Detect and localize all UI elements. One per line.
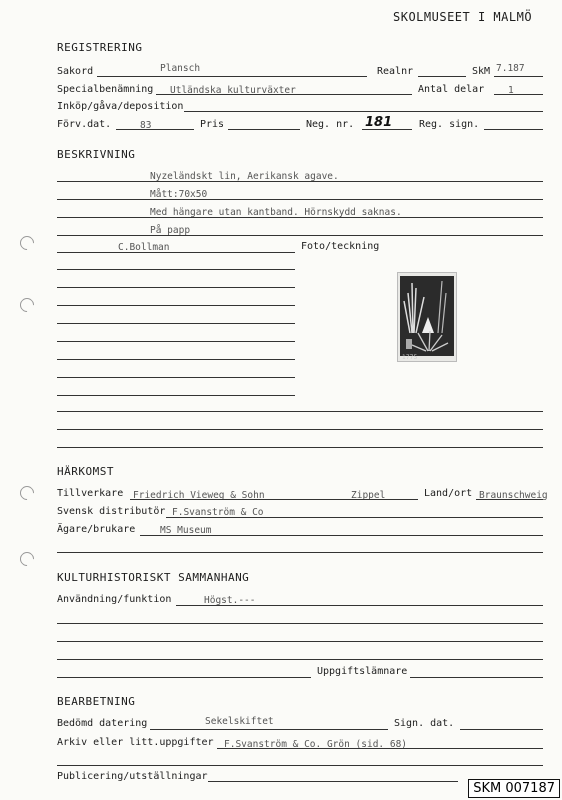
special-label: Specialbenämning xyxy=(57,84,154,95)
skm-label: SkM xyxy=(472,66,491,77)
bearbetning-heading: BEARBETNING xyxy=(57,695,136,708)
beskrivning-line: Mått:70x50 xyxy=(150,189,208,200)
realnr-label: Realnr xyxy=(377,66,414,77)
punch-hole xyxy=(17,295,37,315)
landort-value: Braunschweig xyxy=(479,490,548,501)
beskrivning-line: Med hängare utan kantband. Hörnskydd saknas. xyxy=(150,207,402,218)
tillverkare-label: Tillverkare xyxy=(57,488,124,499)
tillverkare-value: Friedrich Vieweg & Sohn xyxy=(133,490,265,501)
forv-value: 83 xyxy=(140,120,152,131)
neg-label: Neg. nr. xyxy=(306,119,355,130)
anvandning-label: Användning/funktion xyxy=(57,594,172,605)
agare-value: MS Museum xyxy=(160,525,212,536)
beskrivning-line: Nyzeländskt lin, Aerikansk agave. xyxy=(150,171,339,182)
harkomst-heading: HÄRKOMST xyxy=(57,465,114,478)
datering-value: Sekelskiftet xyxy=(205,716,274,727)
foto-label: Foto/teckning xyxy=(301,241,380,252)
skm-value: 7.187 xyxy=(496,63,525,74)
datering-label: Bedömd datering xyxy=(57,718,148,729)
registrering-heading: REGISTRERING xyxy=(57,41,143,54)
sign-label: Sign. dat. xyxy=(394,718,455,729)
beskrivning-heading: BESKRIVNING xyxy=(57,148,136,161)
sakord-label: Sakord xyxy=(57,66,94,77)
pris-label: Pris xyxy=(200,119,225,130)
author-value: C.Bollman xyxy=(118,242,170,253)
anvandning-value: Högst.--- xyxy=(204,595,256,606)
reg-label: Reg. sign. xyxy=(419,119,480,130)
agare-label: Ägare/brukare xyxy=(57,524,136,535)
landort-label: Land/ort xyxy=(424,488,473,499)
kultur-heading: KULTURHISTORISKT SAMMANHANG xyxy=(57,571,250,584)
punch-hole xyxy=(17,549,37,569)
sakord-value: Plansch xyxy=(160,63,201,74)
arkiv-value: F.Svanström & Co. Grön (sid. 68) xyxy=(224,739,408,750)
distributor-value: F.Svanström & Co xyxy=(172,507,264,518)
special-value: Utländska kulturväxter xyxy=(170,85,296,96)
distributor-label: Svensk distributör xyxy=(57,506,166,517)
beskrivning-line: På papp xyxy=(150,225,191,236)
photo-thumbnail xyxy=(397,272,457,362)
punch-hole xyxy=(17,233,37,253)
arkiv-label: Arkiv eller litt.uppgifter xyxy=(57,737,214,748)
page-title: SKOLMUSEET I MALMÖ xyxy=(393,10,533,24)
publ-label: Publicering/utställningar xyxy=(57,771,208,782)
inventory-stamp: SKM 007187 xyxy=(468,779,560,798)
inkop-label: Inköp/gåva/deposition xyxy=(57,101,184,112)
tillverkare-value-2: Zippel xyxy=(351,490,386,501)
neg-value: 181 xyxy=(365,115,393,130)
forv-label: Förv.dat. xyxy=(57,119,112,130)
antal-value: 1 xyxy=(508,85,514,96)
antal-label: Antal delar xyxy=(418,84,485,95)
photo-caption: 1775 xyxy=(402,354,418,361)
uppgift-label: Uppgiftslämnare xyxy=(317,666,408,677)
punch-hole xyxy=(17,483,37,503)
